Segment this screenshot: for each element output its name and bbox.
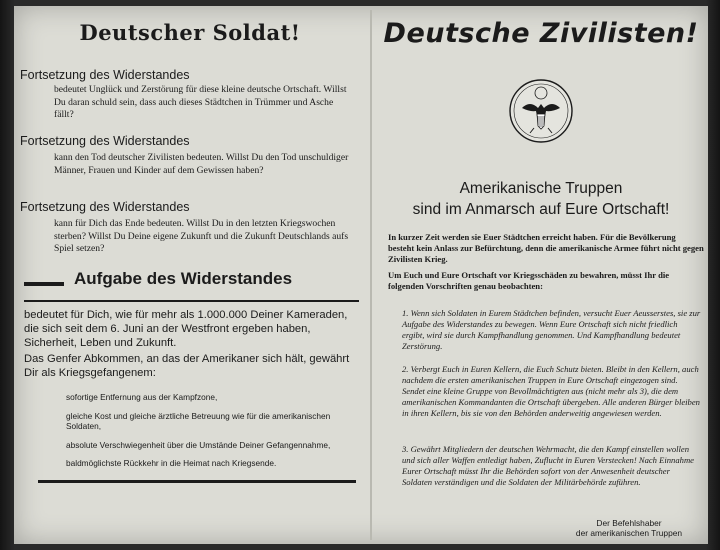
left-title: Deutscher Soldat! (79, 20, 301, 45)
heading-bar (24, 282, 64, 286)
pow-rights-list (66, 392, 346, 477)
section-heading-3: Fortsetzung des Widerstandes (20, 200, 190, 214)
list-item: sofortige Entfernung aus der Kampfzone, (66, 392, 218, 402)
surrender-title: Aufgabe des Widerstandes (74, 269, 293, 288)
subtitle-line-2: sind im Anmarsch auf Eure Ortschaft! (412, 201, 670, 218)
section-text-3: kann für Dich das Ende bedeuten. Willst Du in den letzten Kriegswochen sterben? Willst Du Deine eigene Zukunft und die Zukunft Deutschlands aufs Spiel setzen? (54, 218, 349, 255)
bottom-rule (38, 480, 356, 483)
section-heading-1: Fortsetzung des Widerstandes (20, 68, 190, 82)
eagle-seal-icon (508, 78, 574, 144)
subtitle (376, 178, 706, 220)
instruction-item-3: 3. Gewährt Mitgliedern der deutschen Wehrmacht, die den Kampf einstellen wollen und sich aller Waffen entledigt haben, Zuflucht in Euren Verstecken! Nach Einnahme Eurer Ortschaft müsst Ihr die Behörden sofort von der Anwesenheit deutscher Soldaten verständigen und die Soldaten der Militärbehörde zuführen. (402, 444, 694, 487)
leaflet-sheet (14, 6, 708, 544)
heading-rule (24, 300, 359, 302)
surrender-text: bedeutet für Dich, wie für mehr als 1.000.000 Deiner Kameraden, die sich seit dem 6. Juni an der Westfront ergeben haben, Sicherheit, Leben und Zukunft. (24, 309, 348, 350)
signature-line-2: der amerikanischen Truppen (575, 528, 683, 539)
instruction-item-2: 2. Verbergt Euch in Euren Kellern, die Euch Schutz bieten. Bleibt in den Kellern, auch nachdem die ersten amerikanischen Truppen in Eure Ortschaft eingezogen sind. Sendet eine kleine Gruppe von Bevollmächtigten aus (nicht mehr als 3), die dem amerikanischen Kommandanten die Ortschaft übergeben. Alle anderen Bürger bleiben in ihren Kellern, bis sie von den Behörden anderweitig angewiesen werden. (402, 364, 700, 418)
section-text-2: kann den Tod deutscher Zivilisten bedeuten. Willst Du den Tod unschuldiger Männer, Frauen und Kinder auf dem Gewissen haben? (54, 152, 349, 176)
surrender-header (24, 269, 359, 295)
subtitle-line-1: Amerikanische Truppen (459, 180, 623, 197)
signature-block (554, 518, 704, 539)
section-text-1: bedeutet Unglück und Zerstörung für diese kleine deutsche Ortschaft. Willst Du daran schuld sein, dass auch dieses Städtchen in Trümmer und Asche fällt? (54, 84, 347, 121)
intro-paragraph: In kurzer Zeit werden sie Euer Städtchen erreicht haben. Für die Bevölkerung besteht kein Anlass zur Befürchtung, denn die amerikanische Armee führt nicht gegen Zivilisten Krieg. (388, 232, 704, 264)
list-item: absolute Verschwiegenheit über die Umstände Deiner Gefangennahme, (66, 439, 331, 450)
list-item: baldmöglichste Rückkehr in die Heimat nach Kriegsende. (66, 458, 277, 469)
instruction-item-1: 1. Wenn sich Soldaten in Eurem Städtchen befinden, versucht Euer Aeusserstes, sie zur Aufgabe des Widerstandes zu bewegen. Wenn Eure Ortschaft sich nicht friedlich ergibt, wird sie durch Kampfhandlung genommen. Und Kampfhandlung bedeutet Zerstörung. (402, 308, 701, 351)
right-title: Deutsche Zivilisten! (383, 18, 699, 49)
section-heading-2: Fortsetzung des Widerstandes (20, 134, 190, 148)
instructions-paragraph: Um Euch und Eure Ortschaft vor Kriegsschäden zu bewahren, müsst Ihr die folgenden Vorschriften genau beobachten: (388, 270, 670, 291)
geneva-text: Das Genfer Abkommen, an das der Amerikaner sich hält, gewährt Dir als Kriegsgefangenem: (24, 353, 350, 380)
list-item: gleiche Kost und gleiche ärztliche Betreuung wie für die amerikanischen Soldaten, (66, 410, 331, 432)
signature-line-1: Der Befehlshaber (596, 518, 662, 528)
center-fold (370, 10, 372, 540)
